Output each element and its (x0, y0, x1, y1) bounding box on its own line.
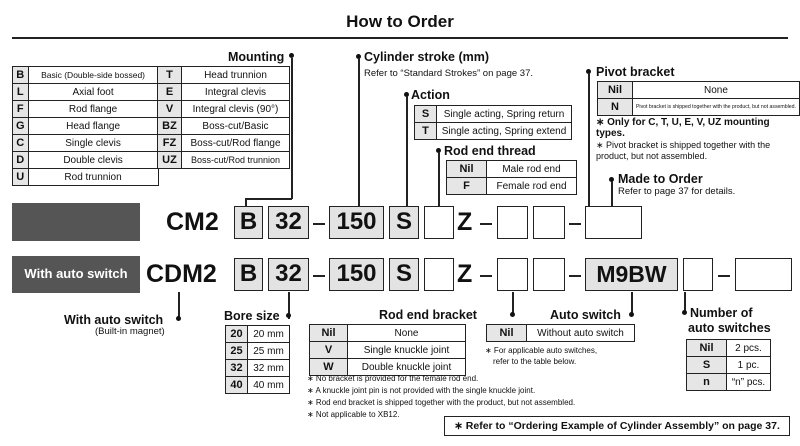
dash (480, 275, 492, 277)
rod-bracket-note: ∗ Not applicable to XB12. (307, 410, 400, 419)
auto-switch-magnet-heading: With auto switch (64, 313, 164, 327)
code-cell: G (13, 118, 29, 135)
desc-cell: Head flange (28, 118, 158, 135)
row2-stroke-box: 150 (329, 258, 384, 291)
code-cell: Nil (447, 161, 487, 178)
desc-cell: 1 pc. (727, 357, 771, 374)
auto-switch-leader (631, 292, 633, 314)
code-cell: FZ (158, 135, 182, 152)
rod-bracket-heading: Rod end bracket (379, 308, 477, 322)
desc-cell: Axial foot (28, 84, 158, 101)
table-row (415, 106, 572, 123)
desc-cell: Integral clevis (90°) (182, 101, 290, 118)
table-row (158, 118, 290, 135)
mounting-table-left (12, 66, 159, 186)
made-to-order-heading: Made to Order (618, 172, 703, 186)
code-cell: 20 (226, 326, 248, 343)
table-row (447, 161, 577, 178)
table-row (13, 118, 159, 135)
num-switch-table (686, 339, 771, 391)
rod-bracket-note: ∗ No bracket is provided for the female rod end. (307, 374, 479, 383)
row2-pivot-box (533, 258, 565, 291)
mounting-heading: Mounting (228, 50, 285, 64)
made-to-order-note: Refer to page 37 for details. (618, 186, 736, 197)
auto-switch-magnet-dot (176, 316, 181, 321)
table-row (13, 67, 159, 84)
row2-mount-box: B (234, 258, 263, 291)
desc-cell: “n” pcs. (727, 374, 771, 391)
bore-dot (286, 313, 291, 318)
code-cell: Nil (310, 325, 348, 342)
code-cell: L (13, 84, 29, 101)
title-divider (12, 37, 788, 39)
table-row (158, 67, 290, 84)
row1-z: Z (457, 208, 473, 236)
row1-bore-box: 32 (268, 206, 309, 239)
code-cell: V (310, 342, 348, 359)
stroke-heading: Cylinder stroke (mm) (364, 50, 490, 64)
desc-cell: 25 mm (248, 343, 290, 360)
table-row (226, 377, 290, 394)
dash (569, 275, 581, 277)
code-cell: W (310, 359, 348, 376)
action-heading: Action (411, 88, 450, 102)
auto-switch-magnet-leader (178, 292, 180, 319)
table-row (598, 99, 800, 116)
table-row (158, 84, 290, 101)
desc-cell: 40 mm (248, 377, 290, 394)
action-table (414, 105, 572, 140)
code-cell: B (13, 67, 29, 84)
row1-rod-thread-box (424, 206, 454, 239)
row1-label-bar (12, 203, 140, 241)
row2-switch-box: M9BW (585, 258, 678, 291)
mounting-table-right (157, 66, 290, 169)
row2-bore-box: 32 (268, 258, 309, 291)
row2-label: With auto switch (12, 256, 140, 293)
auto-switch-dot (629, 312, 634, 317)
rod-thread-heading: Rod end thread (444, 144, 536, 158)
desc-cell: Head trunnion (182, 67, 290, 84)
mounting-leader-v (245, 198, 247, 206)
row2-num-switch-box (683, 258, 713, 291)
desc-cell: Single acting, Spring return (437, 106, 572, 123)
code-cell: Nil (687, 340, 727, 357)
table-row (226, 326, 290, 343)
rod-bracket-leader (512, 292, 514, 314)
dash (313, 223, 325, 225)
desc-cell: 20 mm (248, 326, 290, 343)
table-row (687, 374, 771, 391)
table-row (687, 340, 771, 357)
code-cell: C (13, 135, 29, 152)
refer-note-box: ∗ Refer to “Ordering Example of Cylinder Assembly” on page 37. (444, 416, 790, 436)
desc-cell: Single clevis (28, 135, 158, 152)
code-cell: 25 (226, 343, 248, 360)
dash (313, 275, 325, 277)
desc-cell: Rod flange (28, 101, 158, 118)
row2-z: Z (457, 260, 473, 288)
row2-made-to-order-box (735, 258, 792, 291)
row1-mount-box: B (234, 206, 263, 239)
desc-cell: Basic (Double-side bossed) (28, 67, 158, 84)
rod-bracket-dot (510, 312, 515, 317)
code-cell: BZ (158, 118, 182, 135)
action-leader (406, 96, 408, 206)
page-title: How to Order (346, 12, 454, 31)
table-row (158, 135, 290, 152)
rod-thread-table (446, 160, 577, 195)
pivot-heading: Pivot bracket (596, 65, 675, 79)
bore-heading: Bore size (224, 309, 280, 323)
code-cell: E (158, 84, 182, 101)
table-row (226, 360, 290, 377)
code-cell: T (415, 123, 437, 140)
row2-action-box: S (389, 258, 419, 291)
code-cell: UZ (158, 152, 182, 169)
row1-rod-bracket-box (497, 206, 528, 239)
dash (480, 223, 492, 225)
made-to-order-leader (611, 181, 613, 206)
code-cell: 40 (226, 377, 248, 394)
stroke-note: Refer to “Standard Strokes” on page 37. (364, 68, 533, 79)
dash (569, 223, 581, 225)
table-row (158, 101, 290, 118)
pivot-leader (588, 73, 590, 206)
table-row (415, 123, 572, 140)
table-row (158, 152, 290, 169)
mounting-leader-h (245, 198, 292, 200)
code-cell: D (13, 152, 29, 169)
desc-cell: Boss-cut/Rod flange (182, 135, 290, 152)
desc-cell: Boss-cut/Basic (182, 118, 290, 135)
desc-cell: 2 pcs. (727, 340, 771, 357)
code-cell: 32 (226, 360, 248, 377)
rod-bracket-table (309, 324, 466, 376)
desc-cell: Without auto switch (527, 325, 635, 342)
desc-cell: Double clevis (28, 152, 158, 169)
row1-made-to-order-box (585, 206, 642, 239)
pivot-table (597, 81, 800, 116)
auto-switch-heading: Auto switch (550, 308, 621, 322)
code-cell: N (598, 99, 633, 116)
table-row (13, 169, 159, 186)
table-row (487, 325, 635, 342)
pivot-note-bold: ∗ Only for C, T, U, E, V, UZ mounting types. (596, 117, 770, 139)
table-row (13, 135, 159, 152)
row1-stroke-box: 150 (329, 206, 384, 239)
code-cell: S (687, 357, 727, 374)
num-switch-heading-1: Number of (690, 306, 753, 320)
row2-rod-thread-box (424, 258, 454, 291)
table-row (687, 357, 771, 374)
table-row (598, 82, 800, 99)
code-cell: F (447, 178, 487, 195)
table-row (13, 84, 159, 101)
pivot-note: ∗ Pivot bracket is shipped together with the product, but not assembled. (596, 140, 771, 161)
code-cell: n (687, 374, 727, 391)
desc-cell: Pivot bracket is shipped together with the product, but not assembled. (632, 99, 799, 116)
mounting-frame (12, 66, 292, 187)
auto-switch-note: refer to the table below. (493, 357, 577, 366)
desc-cell: Male rod end (487, 161, 577, 178)
row2-rod-bracket-box (497, 258, 528, 291)
table-row (447, 178, 577, 195)
table-row (310, 342, 466, 359)
row2-prefix: CDM2 (146, 260, 217, 288)
desc-cell: Single acting, Spring extend (437, 123, 572, 140)
table-row (226, 343, 290, 360)
row1-action-box: S (389, 206, 419, 239)
table-row (13, 101, 159, 118)
rod-bracket-note: ∗ Rod end bracket is shipped together with the product, but not assembled. (307, 398, 576, 407)
auto-switch-magnet-sub: (Built-in magnet) (95, 326, 165, 337)
rod-bracket-note: ∗ A knuckle joint pin is not provided with the single knuckle joint. (307, 386, 536, 395)
auto-switch-table (486, 324, 635, 342)
desc-cell: Boss-cut/Rod trunnion (182, 152, 290, 169)
code-cell: U (13, 169, 29, 186)
num-switch-heading-2: auto switches (688, 321, 771, 335)
desc-cell: Single knuckle joint (348, 342, 466, 359)
code-cell: T (158, 67, 182, 84)
code-cell: S (415, 106, 437, 123)
desc-cell: Integral clevis (182, 84, 290, 101)
code-cell: V (158, 101, 182, 118)
table-row (310, 325, 466, 342)
table-row (13, 152, 159, 169)
desc-cell: 32 mm (248, 360, 290, 377)
code-cell: Nil (487, 325, 527, 342)
desc-cell: Double knuckle joint (348, 359, 466, 376)
desc-cell: None (348, 325, 466, 342)
desc-cell: Rod trunnion (28, 169, 158, 186)
code-cell: Nil (598, 82, 633, 99)
auto-switch-note: ∗ For applicable auto switches, (485, 346, 598, 355)
row1-prefix: CM2 (166, 208, 219, 236)
num-switch-dot (682, 310, 687, 315)
bore-table (225, 325, 290, 394)
stroke-leader (358, 58, 360, 206)
desc-cell: None (632, 82, 799, 99)
rod-thread-leader (438, 152, 440, 206)
desc-cell: Female rod end (487, 178, 577, 195)
dash (718, 275, 730, 277)
row1-pivot-box (533, 206, 565, 239)
code-cell: F (13, 101, 29, 118)
